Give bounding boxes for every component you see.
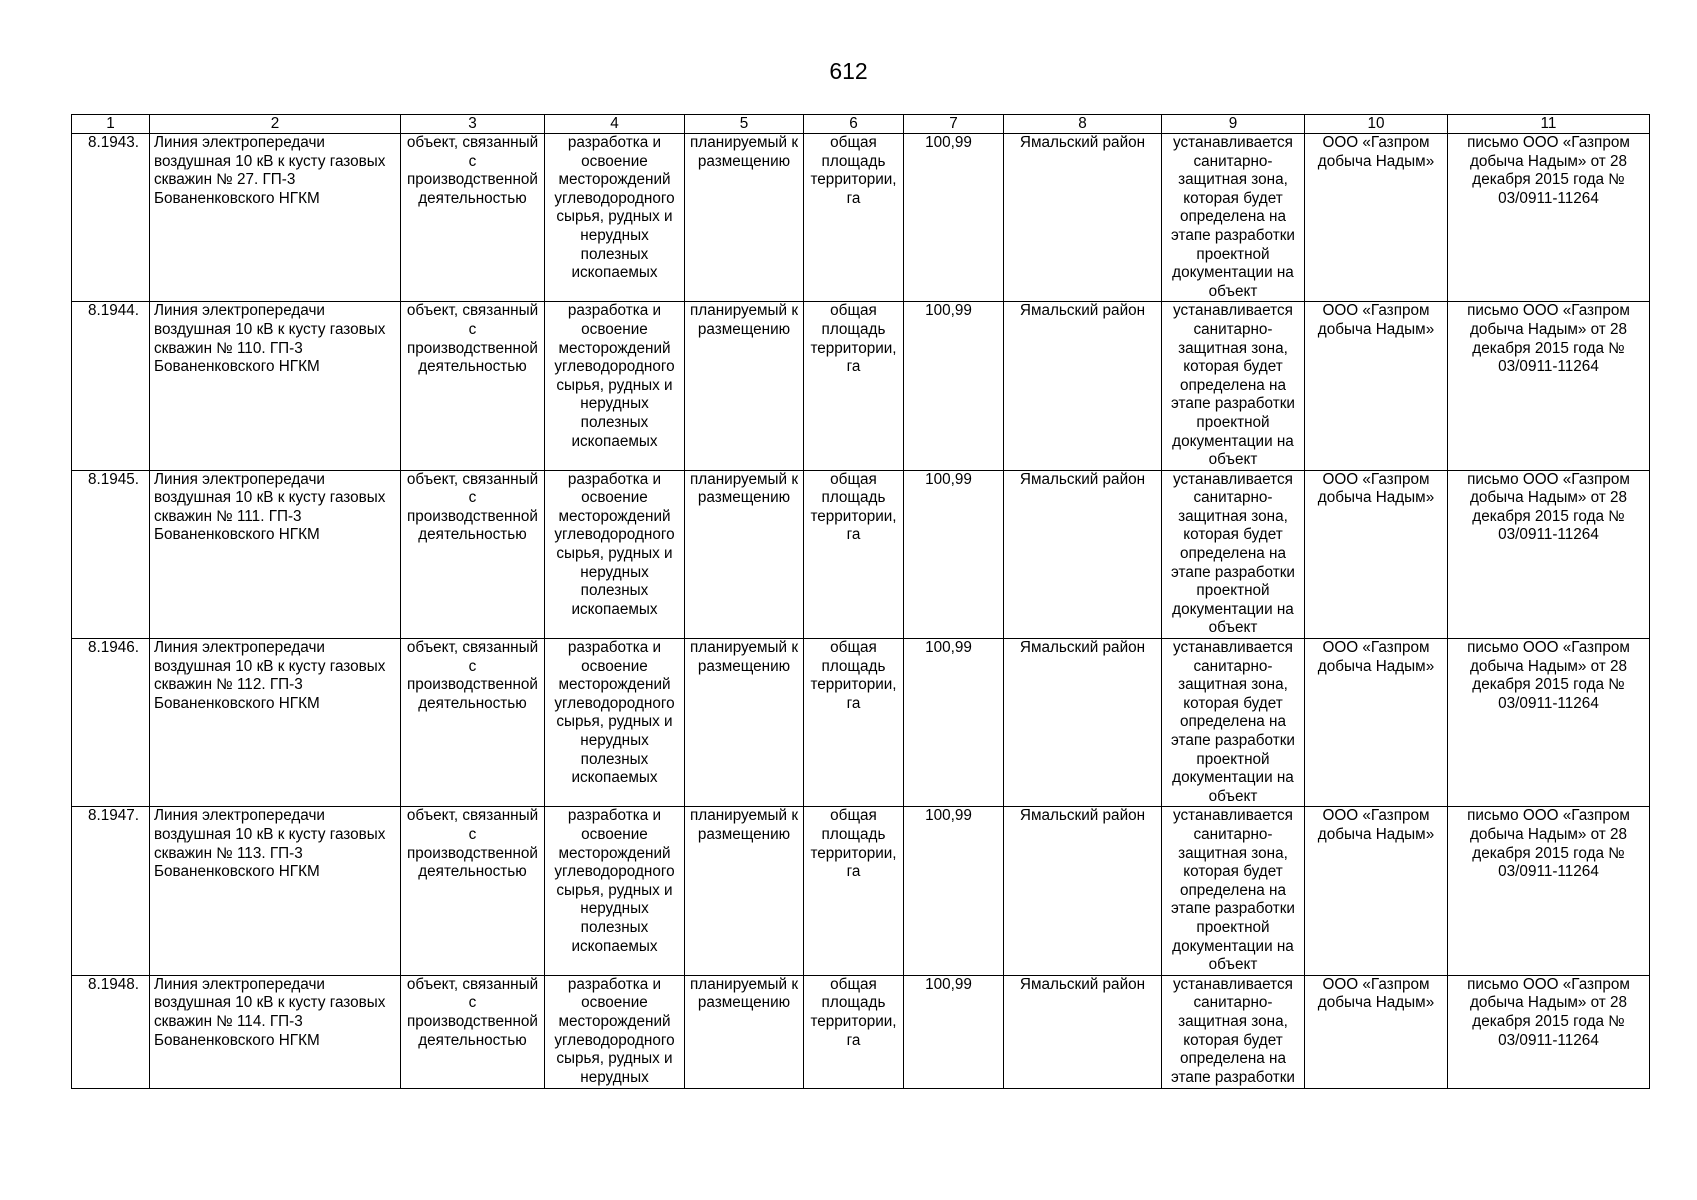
table-row: [72, 134, 1650, 302]
table-row: [72, 807, 1650, 975]
protection-zone: устанавливается санитарно-защитная зона, которая будет определена на этапе разработки проектной документации на объект: [1162, 302, 1305, 470]
protection-zone: устанавливается санитарно-защитная зона, которая будет определена на этапе разработки проектной документации на объект: [1162, 470, 1305, 638]
protection-zone: устанавливается санитарно-защитная зона, которая будет определена на этапе разработки проектной документации на объект: [1162, 134, 1305, 302]
table-row: [72, 975, 1650, 1088]
parameter-value: 100,99: [904, 807, 1004, 975]
object-status: планируемый к размещению: [685, 975, 804, 1088]
object-purpose: разработка и освоение месторождений углеводородного сырья, рудных и нерудных: [545, 975, 685, 1088]
basis-document: письмо ООО «Газпром добыча Надым» от 28 декабря 2015 года № 03/0911-11264: [1448, 807, 1650, 975]
row-number: 8.1943.: [72, 134, 150, 302]
object-name: Линия электропередачи воздушная 10 кВ к кусту газовых скважин № 110. ГП-3 Бованенковского НГКМ: [150, 302, 401, 470]
object-name: Линия электропередачи воздушная 10 кВ к кусту газовых скважин № 113. ГП-3 Бованенковского НГКМ: [150, 807, 401, 975]
row-number: 8.1945.: [72, 470, 150, 638]
object-parameter: общая площадь территории, га: [804, 807, 904, 975]
object-status: планируемый к размещению: [685, 302, 804, 470]
object-parameter: общая площадь территории, га: [804, 302, 904, 470]
basis-document: письмо ООО «Газпром добыча Надым» от 28 декабря 2015 года № 03/0911-11264: [1448, 302, 1650, 470]
column-header: 1: [72, 115, 150, 134]
basis-document: письмо ООО «Газпром добыча Надым» от 28 декабря 2015 года № 03/0911-11264: [1448, 134, 1650, 302]
page-number: 612: [829, 58, 868, 84]
row-number: 8.1944.: [72, 302, 150, 470]
basis-document: письмо ООО «Газпром добыча Надым» от 28 декабря 2015 года № 03/0911-11264: [1448, 975, 1650, 1088]
object-location: Ямальский район: [1004, 134, 1162, 302]
object-name: Линия электропередачи воздушная 10 кВ к кусту газовых скважин № 27. ГП-3 Бованенковского НГКМ: [150, 134, 401, 302]
object-purpose: разработка и освоение месторождений углеводородного сырья, рудных и нерудных полезных ископаемых: [545, 134, 685, 302]
header-row: [72, 115, 1650, 134]
object-type: объект, связанный с производственной деятельностью: [401, 302, 545, 470]
parameter-value: 100,99: [904, 470, 1004, 638]
object-parameter: общая площадь территории, га: [804, 639, 904, 807]
object-location: Ямальский район: [1004, 470, 1162, 638]
column-header: 10: [1305, 115, 1448, 134]
object-status: планируемый к размещению: [685, 470, 804, 638]
column-header: 9: [1162, 115, 1305, 134]
organization: ООО «Газпром добыча Надым»: [1305, 807, 1448, 975]
column-header: 11: [1448, 115, 1650, 134]
column-header: 4: [545, 115, 685, 134]
object-type: объект, связанный с производственной деятельностью: [401, 807, 545, 975]
organization: ООО «Газпром добыча Надым»: [1305, 639, 1448, 807]
parameter-value: 100,99: [904, 302, 1004, 470]
object-status: планируемый к размещению: [685, 134, 804, 302]
table-row: [72, 302, 1650, 470]
object-type: объект, связанный с производственной деятельностью: [401, 975, 545, 1088]
object-type: объект, связанный с производственной деятельностью: [401, 639, 545, 807]
object-parameter: общая площадь территории, га: [804, 470, 904, 638]
object-location: Ямальский район: [1004, 975, 1162, 1088]
protection-zone: устанавливается санитарно-защитная зона, которая будет определена на этапе разработки проектной документации на объект: [1162, 639, 1305, 807]
table-row: [72, 639, 1650, 807]
organization: ООО «Газпром добыча Надым»: [1305, 134, 1448, 302]
row-number: 8.1947.: [72, 807, 150, 975]
column-header: 6: [804, 115, 904, 134]
organization: ООО «Газпром добыча Надым»: [1305, 302, 1448, 470]
row-number: 8.1948.: [72, 975, 150, 1088]
object-purpose: разработка и освоение месторождений углеводородного сырья, рудных и нерудных полезных ископаемых: [545, 470, 685, 638]
basis-document: письмо ООО «Газпром добыча Надым» от 28 декабря 2015 года № 03/0911-11264: [1448, 470, 1650, 638]
object-name: Линия электропередачи воздушная 10 кВ к кусту газовых скважин № 114. ГП-3 Бованенковского НГКМ: [150, 975, 401, 1088]
row-number: 8.1946.: [72, 639, 150, 807]
protection-zone: устанавливается санитарно-защитная зона, которая будет определена на этапе разработки проектной документации на объект: [1162, 807, 1305, 975]
object-type: объект, связанный с производственной деятельностью: [401, 134, 545, 302]
parameter-value: 100,99: [904, 134, 1004, 302]
column-header: 3: [401, 115, 545, 134]
object-location: Ямальский район: [1004, 807, 1162, 975]
object-location: Ямальский район: [1004, 302, 1162, 470]
object-parameter: общая площадь территории, га: [804, 975, 904, 1088]
object-parameter: общая площадь территории, га: [804, 134, 904, 302]
object-name: Линия электропередачи воздушная 10 кВ к кусту газовых скважин № 111. ГП-3 Бованенковского НГКМ: [150, 470, 401, 638]
object-location: Ямальский район: [1004, 639, 1162, 807]
object-status: планируемый к размещению: [685, 639, 804, 807]
table-row: [72, 470, 1650, 638]
column-header: 8: [1004, 115, 1162, 134]
basis-document: письмо ООО «Газпром добыча Надым» от 28 декабря 2015 года № 03/0911-11264: [1448, 639, 1650, 807]
object-purpose: разработка и освоение месторождений углеводородного сырья, рудных и нерудных полезных ископаемых: [545, 639, 685, 807]
object-purpose: разработка и освоение месторождений углеводородного сырья, рудных и нерудных полезных ископаемых: [545, 807, 685, 975]
parameter-value: 100,99: [904, 975, 1004, 1088]
object-status: планируемый к размещению: [685, 807, 804, 975]
column-header: 2: [150, 115, 401, 134]
column-header: 5: [685, 115, 804, 134]
organization: ООО «Газпром добыча Надым»: [1305, 975, 1448, 1088]
parameter-value: 100,99: [904, 639, 1004, 807]
organization: ООО «Газпром добыча Надым»: [1305, 470, 1448, 638]
object-type: объект, связанный с производственной деятельностью: [401, 470, 545, 638]
registry-table: [71, 114, 1650, 1089]
column-header: 7: [904, 115, 1004, 134]
protection-zone: устанавливается санитарно-защитная зона, которая будет определена на этапе разработки: [1162, 975, 1305, 1088]
object-name: Линия электропередачи воздушная 10 кВ к кусту газовых скважин № 112. ГП-3 Бованенковского НГКМ: [150, 639, 401, 807]
object-purpose: разработка и освоение месторождений углеводородного сырья, рудных и нерудных полезных ископаемых: [545, 302, 685, 470]
